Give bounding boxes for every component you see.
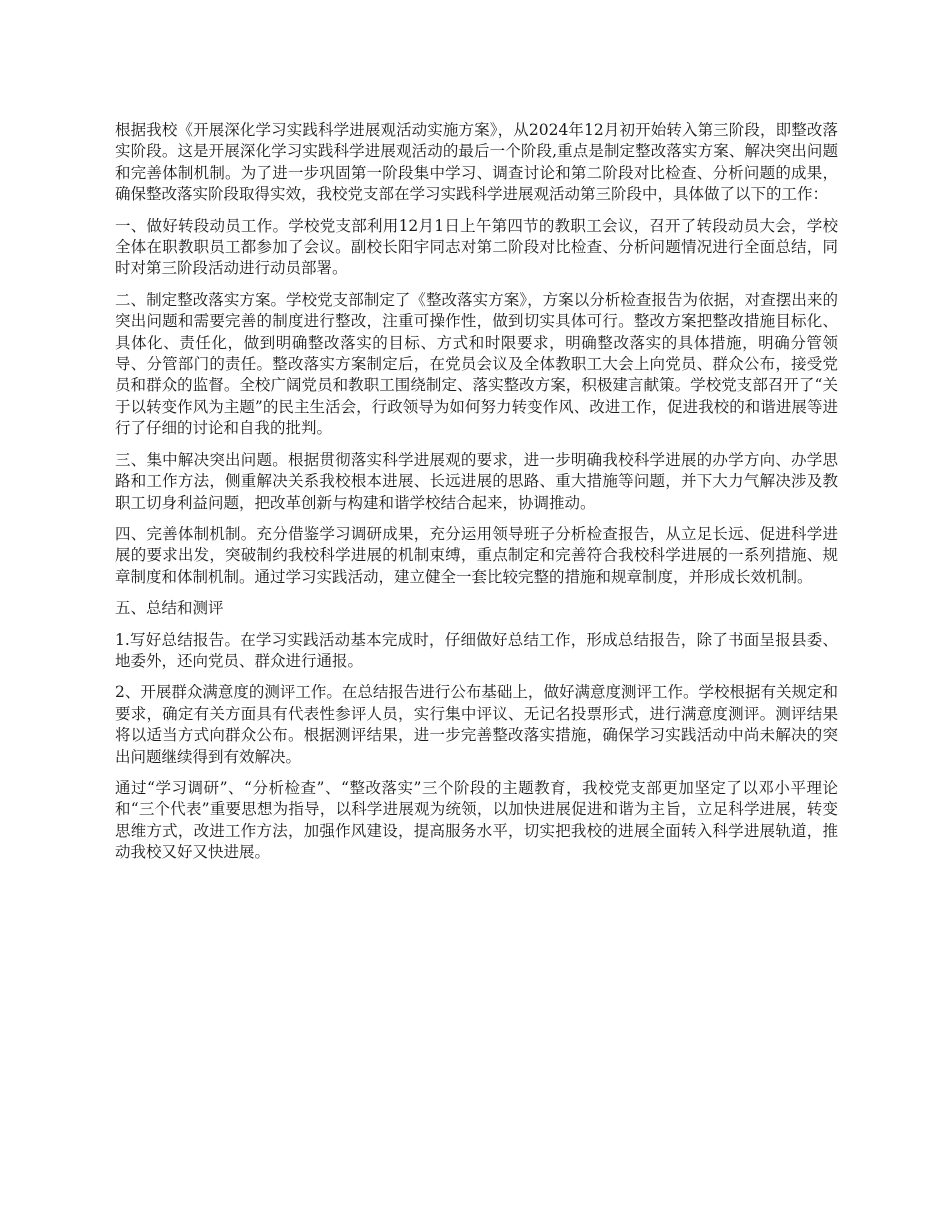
section-mobilization-paragraph: 一、做好转段动员工作。学校党支部利用12月1日上午第四节的教职工会议，召开了转段动员大会，学校全体在职教职员工都参加了会议。副校长阳宇同志对第二阶段对比检查、分析问题情况进行全面总结，同时对第三阶段活动进行动员部署。 <box>115 216 838 278</box>
summary-report-paragraph: 1.写好总结报告。在学习实践活动基本完成时，仔细做好总结工作，形成总结报告，除了书面呈报县委、地委外，还向党员、群众进行通报。 <box>115 630 838 670</box>
section-summary-heading: 五、总结和测评 <box>115 599 224 618</box>
satisfaction-survey-paragraph: 2、开展群众满意度的测评工作。在总结报告进行公布基础上，做好满意度测评工作。学校根据有关规定和要求，确定有关方面具有代表性参评人员，实行集中评议、无记名投票形式，进行满意度测评。测评结果将以适当方式向群众公布。根据测评结果，进一步完善整改落实措施，确保学习实践活动中尚未解决的突出问题继续得到有效解决。 <box>115 683 838 766</box>
intro-paragraph: 根据我校《开展深化学习实践科学进展观活动实施方案》，从2024年12月初开始转入第三阶段，即整改落实阶段。这是开展深化学习实践科学进展观活动的最后一个阶段,重点是制定整改落实方案、解决突出问题和完善体制机制。为了进一步巩固第一阶段集中学习、调查讨论和第二阶段对比检查、分析问题的成果，确保整改落实阶段取得实效，我校党支部在学习实践科学进展观活动第三阶段中，具体做了以下的工作： <box>115 121 838 204</box>
conclusion-paragraph: 通过“学习调研”、“分析检查”、“整改落实”三个阶段的主题教育，我校党支部更加坚定了以邓小平理论和“三个代表”重要思想为指导，以科学进展观为统领，以加快进展促进和谐为主旨，立足科学进展，转变思维方式，改进工作方法，加强作风建设，提高服务水平，切实把我校的进展全面转入科学进展轨道，推动我校又好又快进展。 <box>115 778 838 862</box>
section-mechanism-paragraph: 四、完善体制机制。充分借鉴学习调研成果，充分运用领导班子分析检查报告，从立足长远、促进科学进展的要求出发，突破制约我校科学进展的机制束缚，重点制定和完善符合我校科学进展的一系列措施、规章制度和体制机制。通过学习实践活动，建立健全一套比较完整的措施和规章制度，并形成长效机制。 <box>115 524 838 586</box>
section-rectification-plan-paragraph: 二、制定整改落实方案。学校党支部制定了《整改落实方案》，方案以分析检查报告为依据，对查摆出来的突出问题和需要完善的制度进行整改，注重可操作性，做到切实具体可行。整改方案把整改措施目标化、具体化、责任化，做到明确整改落实的目标、方式和时限要求，明确整改落实的具体措施，明确分管领导、分管部门的责任。整改落实方案制定后，在党员会议及全体教职工大会上向党员、群众公布，接受党员和群众的监督。全校广阔党员和教职工围绕制定、落实整改方案，积极建言献策。学校党支部召开了“关于以转变作风为主题”的民主生活会，行政领导为如何努力转变作风、改进工作，促进我校的和谐进展等进行了仔细的讨论和自我的批判。 <box>115 290 838 438</box>
section-solve-problems-paragraph: 三、集中解决突出问题。根据贯彻落实科学进展观的要求，进一步明确我校科学进展的办学方向、办学思路和工作方法，侧重解决关系我校根本进展、长远进展的思路、重大措施等问题，并下大力气解决涉及教职工切身利益问题，把改革创新与构建和谐学校结合起来，协调推动。 <box>115 450 838 512</box>
document-body <box>115 120 838 874</box>
